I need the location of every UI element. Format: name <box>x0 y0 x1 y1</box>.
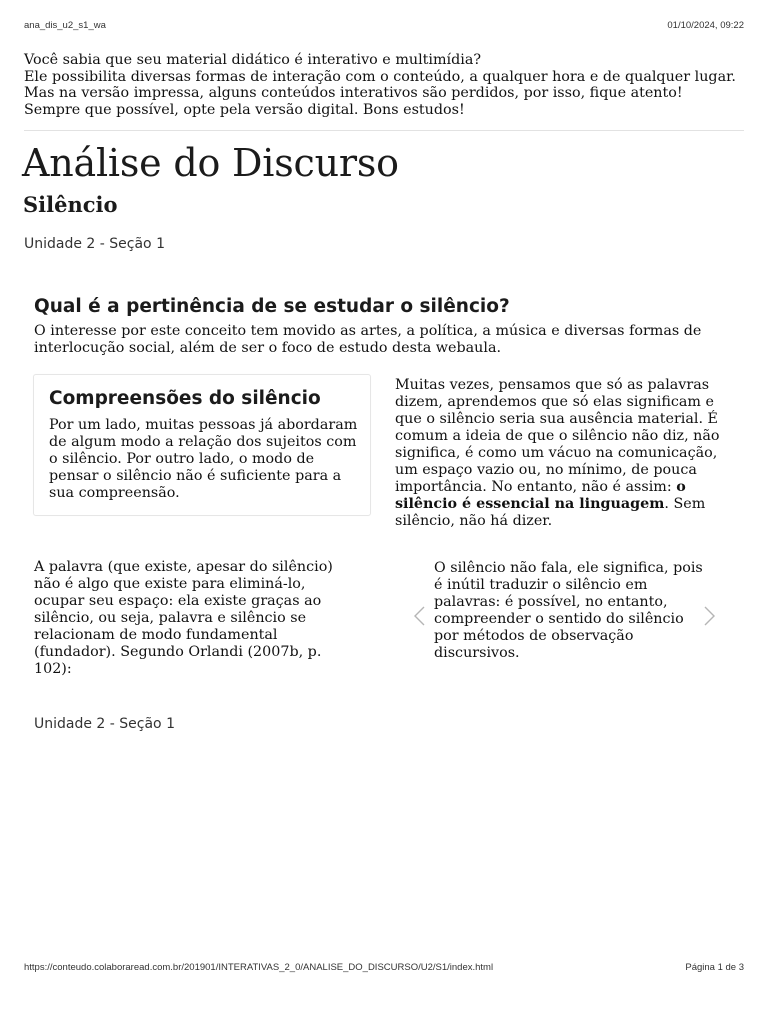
card-title: Compreensões do silêncio <box>49 388 321 409</box>
card-text: Por um lado, muitas pessoas já abordaram de algum modo a relação dos sujeitos com o silêncio. Por outro lado, o modo de pensar o silêncio não é suficiente para a sua compreensão. <box>49 417 358 501</box>
print-footer-page-number: Página 1 de 3 <box>685 962 744 973</box>
notice-line-2: Ele possibilita diversas formas de interação com o conteúdo, a qualquer hora e de qualquer lugar. Mas na versão impressa, alguns conteúdos interativos são perdidos, por isso, fique atento! Sempre que possível, opte pela versão digital. Bons estudos! <box>24 68 736 118</box>
question-text: O interesse por este conceito tem movido as artes, a política, a música e diversas formas de interlocução social, além de ser o foco de estudo desta webaula. <box>34 323 702 356</box>
carousel-slide-text: O silêncio não fala, ele significa, pois é inútil traduzir o silêncio em palavras: é possível, no entanto, compreender o sentido do silêncio por métodos de observação discursivos. <box>434 560 703 661</box>
explanation-text: Muitas vezes, pensamos que só as palavras dizem, aprendemos que só elas significam e que o silêncio seria sua ausência material. É comum a ideia de que o silêncio não diz, não significa, é como um vácuo na comunicação, um espaço vazio ou, no mínimo, de pouca importância. No entanto, não é assim: <box>395 377 720 495</box>
page-subtitle: Silêncio <box>23 192 118 217</box>
chevron-right-icon[interactable] <box>699 605 719 627</box>
explanation-highlight: o silêncio é essencial na linguagem <box>395 479 686 512</box>
interactive-material-notice <box>24 52 739 118</box>
print-footer-url: https://conteudo.colaboraread.com.br/201901/INTERATIVAS_2_0/ANALISE_DO_DISCURSO/U2/S1/index.html <box>24 962 494 973</box>
quote-intro: A palavra (que existe, apesar do silêncio) não é algo que existe para eliminá-lo, ocupar seu espaço: ela existe graças ao silêncio, ou seja, palavra e silêncio se relacionam de modo fundamental (fundador). Segundo Orlandi (2007b, p. 102): <box>34 559 333 677</box>
unit-section-label: Unidade 2 - Seção 1 <box>24 236 165 252</box>
question-heading: Qual é a pertinência de se estudar o silêncio? <box>34 296 510 317</box>
explanation-text-end: . Sem silêncio, não há dizer. <box>395 496 706 529</box>
chevron-left-icon[interactable] <box>410 605 430 627</box>
notice-line-1: Você sabia que seu material didático é interativo e multimídia? <box>24 52 482 68</box>
print-header-filename: ana_dis_u2_s1_wa <box>24 20 106 31</box>
unit-section-footer-label: Unidade 2 - Seção 1 <box>34 716 175 732</box>
silence-explanation <box>395 377 740 530</box>
info-card <box>33 374 371 516</box>
page-title: Análise do Discurso <box>22 141 399 185</box>
print-header-datetime: 01/10/2024, 09:22 <box>667 20 744 31</box>
divider <box>24 130 744 131</box>
